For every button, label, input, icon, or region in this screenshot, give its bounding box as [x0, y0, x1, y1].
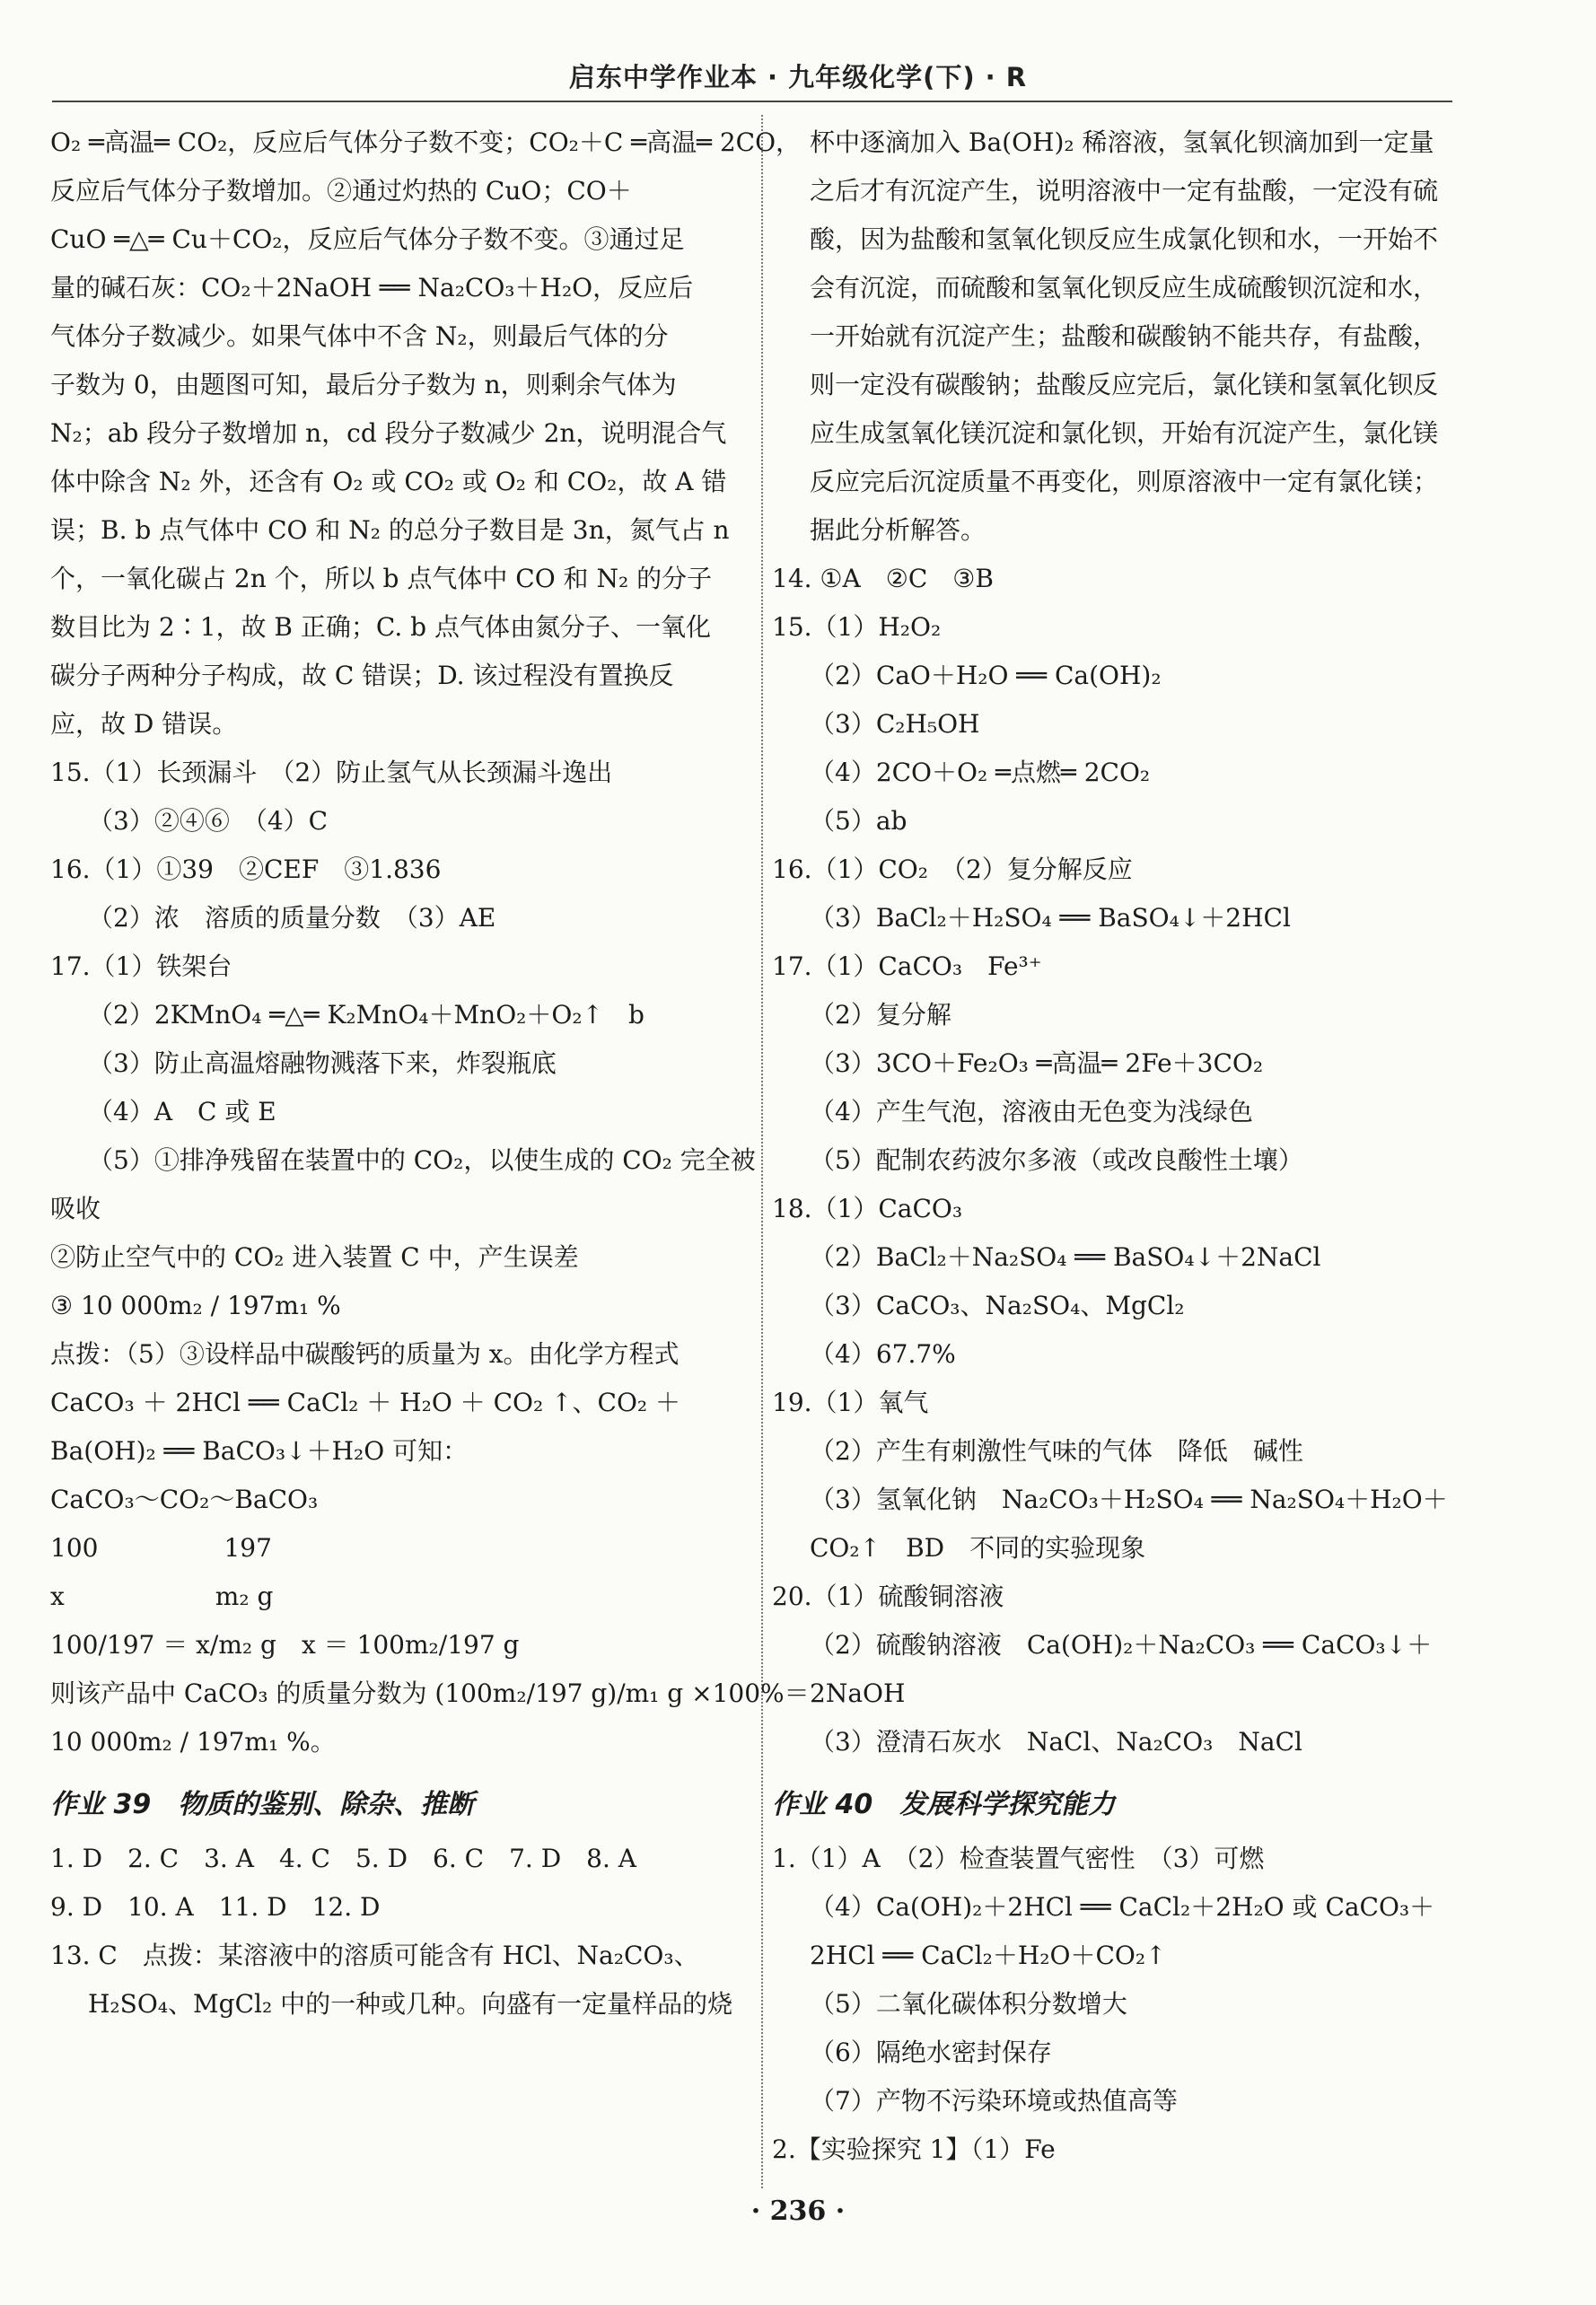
answer-line: 误；B. b 点气体中 CO 和 N₂ 的总分子数目是 3n，氮气占 n: [50, 515, 730, 545]
answer-line: （2）产生有刺激性气味的气体 降低 碱性: [810, 1436, 1303, 1466]
answer-line: （3）澄清石灰水 NaCl、Na₂CO₃ NaCl: [810, 1727, 1302, 1757]
answer-line: （3）C₂H₅OH: [810, 709, 980, 739]
answer-item: 16.（1）CO₂ （2）复分解反应: [772, 855, 1133, 884]
answer-line: 点拨：（5）③设样品中碳酸钙的质量为 x。由化学方程式: [50, 1339, 680, 1369]
answer-line: （5）二氧化碳体积分数增大: [810, 1989, 1127, 2019]
section-heading: 作业 39 物质的鉴别、除杂、推断: [50, 1789, 475, 1820]
answer-line: CaCO₃ ＋ 2HCl ══ CaCl₂ ＋ H₂O ＋ CO₂ ↑、CO₂ ＋: [50, 1388, 681, 1417]
answer-line: （2）CaO＋H₂O ══ Ca(OH)₂: [810, 661, 1162, 690]
answer-line: （3）BaCl₂＋H₂SO₄ ══ BaSO₄↓＋2HCl: [810, 903, 1291, 933]
answer-item: 15.（1）长颈漏斗 （2）防止氢气从长颈漏斗逸出: [50, 758, 613, 787]
answer-line: 碳分子两种分子构成，故 C 错误；D. 该过程没有置换反: [50, 661, 674, 690]
answer-line: 子数为 0，由题图可知，最后分子数为 n，则剩余气体为: [50, 370, 677, 399]
answer-line: CO₂↑ BD 不同的实验现象: [810, 1533, 1146, 1563]
answer-line: （3）3CO＋Fe₂O₃ ═高温═ 2Fe＋3CO₂: [810, 1048, 1264, 1078]
answer-line: 吸收: [50, 1194, 101, 1223]
answer-line: （3）②④⑥ （4）C: [88, 806, 329, 836]
answer-item: 14. ①A ②C ③B: [772, 564, 994, 593]
answer-line: 体中除含 N₂ 外，还含有 O₂ 或 CO₂ 或 O₂ 和 CO₂，故 A 错: [50, 467, 727, 496]
section-heading: 作业 40 发展科学探究能力: [772, 1789, 1116, 1820]
answer-line: （6）隔绝水密封保存: [810, 2038, 1052, 2067]
answer-line: （4）67.7%: [810, 1339, 956, 1369]
answer-line: 量的碱石灰：CO₂＋2NaOH ══ Na₂CO₃＋H₂O，反应后: [50, 273, 694, 302]
answer-line: （5）①排净残留在装置中的 CO₂，以使生成的 CO₂ 完全被: [88, 1145, 756, 1175]
answer-line: 会有沉淀，而硫酸和氢氧化钡反应生成硫酸钡沉淀和水，: [810, 273, 1439, 302]
answer-item: 1.（1）A （2）检查装置气密性 （3）可燃: [772, 1844, 1265, 1873]
answer-item: 20.（1）硫酸铜溶液: [772, 1582, 1004, 1611]
header-divider: [52, 101, 1452, 102]
answer-item: 1. D 2. C 3. A 4. C 5. D 6. C 7. D 8. A: [50, 1844, 636, 1873]
answer-line: O₂ ═高温═ CO₂，反应后气体分子数不变；CO₂＋C ═高温═ 2CO，: [50, 127, 802, 157]
answer-item: 13. C 点拨：某溶液中的溶质可能含有 HCl、Na₂CO₃、: [50, 1941, 699, 1970]
answer-line: 10 000m₂ / 197m₁ %。: [50, 1727, 336, 1757]
right-column: [772, 118, 1454, 2174]
answer-line: 反应完后沉淀质量不再变化，则原溶液中一定有氯化镁；: [810, 467, 1439, 496]
answer-line: x m₂ g: [50, 1582, 274, 1611]
column-divider: [761, 115, 764, 2188]
answer-line: （5）ab: [810, 806, 908, 836]
answer-item: 2.【实验探究 1】（1）Fe: [772, 2134, 1056, 2164]
answer-line: 据此分析解答。: [810, 515, 987, 545]
answer-line: CuO ═△═ Cu＋CO₂，反应后气体分子数不变。③通过足: [50, 224, 685, 254]
answer-line: ③ 10 000m₂ / 197m₁ %: [50, 1291, 341, 1320]
answer-line: 100/197 ＝ x/m₂ g x ＝ 100m₂/197 g: [50, 1630, 520, 1660]
answer-line: （4）A C 或 E: [88, 1097, 276, 1126]
answer-line: 气体分子数减少。如果气体中不含 N₂，则最后气体的分: [50, 321, 669, 351]
answer-line: （5）配制农药波尔多液（或改良酸性土壤）: [810, 1145, 1303, 1175]
answer-line: 2HCl ══ CaCl₂＋H₂O＋CO₂↑: [810, 1941, 1167, 1970]
answer-line: 则一定没有碳酸钠；盐酸反应完后，氯化镁和氢氧化钡反: [810, 370, 1439, 399]
answer-line: 反应后气体分子数增加。②通过灼热的 CuO；CO＋: [50, 176, 632, 206]
answer-line: Ba(OH)₂ ══ BaCO₃↓＋H₂O 可知：: [50, 1436, 469, 1466]
answer-line: N₂；ab 段分子数增加 n，cd 段分子数减少 2n，说明混合气: [50, 418, 727, 448]
answer-line: 应生成氢氧化镁沉淀和氯化钡，开始有沉淀产生，氯化镁: [810, 418, 1439, 448]
answer-line: （4）2CO＋O₂ ═点燃═ 2CO₂: [810, 758, 1151, 787]
answer-item: 9. D 10. A 11. D 12. D: [50, 1892, 381, 1922]
answer-item: 15.（1）H₂O₂: [772, 612, 942, 642]
left-column: [50, 118, 810, 2029]
page-number: · 236 ·: [750, 2195, 846, 2227]
answer-line: （2）复分解: [810, 1000, 951, 1030]
answer-item: 16.（1）①39 ②CEF ③1.836: [50, 855, 442, 884]
answer-line: 之后才有沉淀产生，说明溶液中一定有盐酸，一定没有硫: [810, 176, 1439, 206]
answer-line: （7）产物不污染环境或热值高等: [810, 2086, 1178, 2116]
answer-line: （4）产生气泡，溶液由无色变为浅绿色: [810, 1097, 1253, 1126]
answer-line: 杯中逐滴加入 Ba(OH)₂ 稀溶液，氢氧化钡滴加到一定量: [810, 127, 1434, 157]
answer-line: （2）硫酸钠溶液 Ca(OH)₂＋Na₂CO₃ ══ CaCO₃↓＋: [810, 1630, 1433, 1660]
answer-line: 个，一氧化碳占 2n 个，所以 b 点气体中 CO 和 N₂ 的分子: [50, 564, 713, 593]
page-title: 启东中学作业本 · 九年级化学(下) · R: [568, 62, 1028, 92]
answer-line: ②防止空气中的 CO₂ 进入装置 C 中，产生误差: [50, 1242, 579, 1272]
answer-line: 应，故 D 错误。: [50, 709, 238, 739]
answer-line: （2）2KMnO₄ ═△═ K₂MnO₄＋MnO₂＋O₂↑ b: [88, 1000, 645, 1030]
answer-line: 则该产品中 CaCO₃ 的质量分数为 (100m₂/197 g)/m₁ g ×100%＝: [50, 1678, 810, 1708]
answer-line: （3）防止高温熔融物溅落下来，炸裂瓶底: [88, 1048, 557, 1078]
answer-line: 2NaOH: [810, 1678, 906, 1708]
answer-line: （2）BaCl₂＋Na₂SO₄ ══ BaSO₄↓＋2NaCl: [810, 1242, 1321, 1272]
answer-line: （3）氢氧化钠 Na₂CO₃＋H₂SO₄ ══ Na₂SO₄＋H₂O＋: [810, 1485, 1448, 1514]
answer-item: 17.（1）铁架台: [50, 951, 232, 981]
page-header: [0, 0, 1596, 108]
answer-line: 酸，因为盐酸和氢氧化钡反应生成氯化钡和水，一开始不: [810, 224, 1439, 254]
answer-line: （2）浓 溶质的质量分数 （3）AE: [88, 903, 496, 933]
answer-line: 100 197: [50, 1533, 272, 1563]
answer-item: 19.（1）氧气: [772, 1388, 929, 1417]
answer-line: 数目比为 2∶1，故 B 正确；C. b 点气体由氮分子、一氧化: [50, 612, 711, 642]
answer-item: 18.（1）CaCO₃: [772, 1194, 963, 1223]
answer-line: （4）Ca(OH)₂＋2HCl ══ CaCl₂＋2H₂O 或 CaCO₃＋: [810, 1892, 1435, 1922]
answer-line: H₂SO₄、MgCl₂ 中的一种或几种。向盛有一定量样品的烧: [88, 1989, 733, 2019]
answer-line: （3）CaCO₃、Na₂SO₄、MgCl₂: [810, 1291, 1185, 1320]
answer-item: 17.（1）CaCO₃ Fe³⁺: [772, 951, 1042, 981]
answer-line: 一开始就有沉淀产生；盐酸和碳酸钠不能共存，有盐酸，: [810, 321, 1439, 351]
answer-line: CaCO₃～CO₂～BaCO₃: [50, 1485, 319, 1514]
